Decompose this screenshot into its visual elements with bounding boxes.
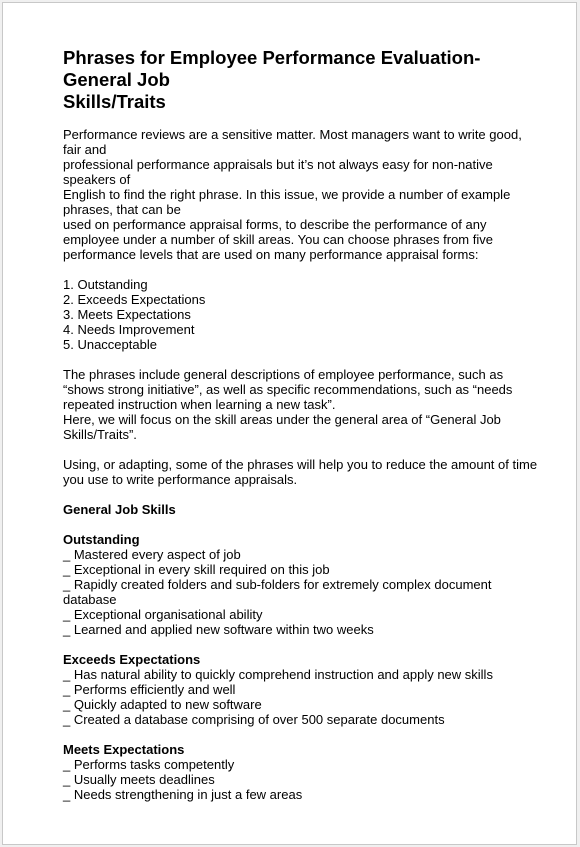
group-heading: Outstanding xyxy=(63,532,140,547)
skill-group-outstanding xyxy=(63,532,568,637)
intro-line: professional performance appraisals but it’s not always easy for non-native xyxy=(63,157,493,172)
list-item: _ Quickly adapted to new software xyxy=(63,697,262,712)
list-item: _ Performs tasks competently xyxy=(63,757,235,772)
intro-line: phrases, that can be xyxy=(63,202,181,217)
list-item: _ Exceptional organisational ability xyxy=(63,607,263,622)
list-item: _ Rapidly created folders and sub-folders for extremely complex document xyxy=(63,577,492,592)
intro-paragraph xyxy=(63,127,568,262)
list-item: _ Exceptional in every skill required on this job xyxy=(63,562,330,577)
level-item: 1. Outstanding xyxy=(63,277,148,292)
intro-line: Performance reviews are a sensitive matter. Most managers want to write good, xyxy=(63,127,522,142)
intro-line: used on performance appraisal forms, to describe the performance of any xyxy=(63,217,487,232)
list-item: _ Usually meets deadlines xyxy=(63,772,215,787)
level-item: 4. Needs Improvement xyxy=(63,322,195,337)
document-title xyxy=(63,47,568,113)
list-item: _ Needs strengthening in just a few areas xyxy=(63,787,303,802)
title-line: Phrases for Employee Performance Evaluation- xyxy=(63,47,481,68)
title-line: General Job xyxy=(63,69,170,90)
paragraph-line: “shows strong initiative”, as well as specific recommendations, such as “needs xyxy=(63,382,513,397)
level-item: 3. Meets Expectations xyxy=(63,307,191,322)
intro-line: English to find the right phrase. In this issue, we provide a number of example xyxy=(63,187,511,202)
title-line: Skills/Traits xyxy=(63,91,166,112)
intro-line: performance levels that are used on many performance appraisal forms: xyxy=(63,247,479,262)
list-item: _ Learned and applied new software within two weeks xyxy=(63,622,374,637)
skill-group-meets xyxy=(63,742,568,802)
paragraph-line: Skills/Traits”. xyxy=(63,427,137,442)
paragraph-line: Using, or adapting, some of the phrases will help you to reduce the amount of time xyxy=(63,457,538,472)
paragraph-line: Here, we will focus on the skill areas under the general area of “General Job xyxy=(63,412,501,427)
description-paragraph xyxy=(63,367,568,442)
level-item: 5. Unacceptable xyxy=(63,337,157,352)
list-item: _ Mastered every aspect of job xyxy=(63,547,241,562)
usage-paragraph xyxy=(63,457,568,487)
group-heading: Exceeds Expectations xyxy=(63,652,201,667)
intro-line: speakers of xyxy=(63,172,131,187)
list-item: database xyxy=(63,592,117,607)
intro-line: employee under a number of skill areas. You can choose phrases from five xyxy=(63,232,493,247)
group-heading: Meets Expectations xyxy=(63,742,185,757)
section-heading: General Job Skills xyxy=(63,502,176,517)
document-page xyxy=(2,2,577,845)
performance-levels-list xyxy=(63,277,568,352)
document-body xyxy=(63,127,568,802)
list-item: _ Has natural ability to quickly comprehend instruction and apply new skills xyxy=(63,667,493,682)
intro-line: fair and xyxy=(63,142,107,157)
document-content xyxy=(63,47,568,802)
level-item: 2. Exceeds Expectations xyxy=(63,292,206,307)
paragraph-line: The phrases include general descriptions of employee performance, such as xyxy=(63,367,504,382)
paragraph-line: repeated instruction when learning a new task”. xyxy=(63,397,336,412)
paragraph-line: you use to write performance appraisals. xyxy=(63,472,298,487)
list-item: _ Performs efficiently and well xyxy=(63,682,236,697)
skill-group-exceeds xyxy=(63,652,568,727)
list-item: _ Created a database comprising of over 500 separate documents xyxy=(63,712,445,727)
